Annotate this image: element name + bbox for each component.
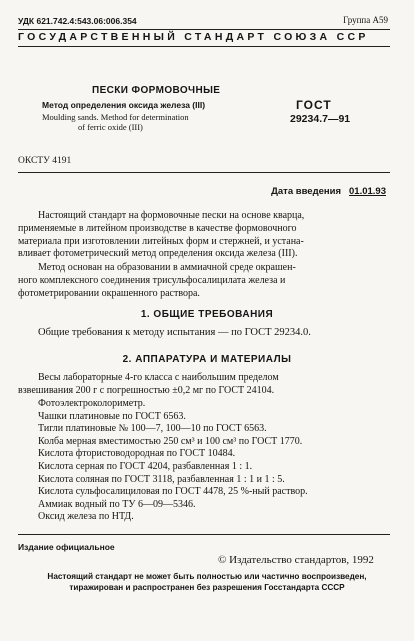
udk-code: УДК 621.742.4:543.06:006.354 — [18, 16, 137, 26]
equipment-list — [38, 398, 308, 524]
gost-label: ГОСТ — [296, 98, 332, 112]
footer-rule — [18, 534, 390, 535]
section-1-text: Общие требования к методу испытания — по ГОСТ 29234.0. — [38, 327, 311, 338]
equipment-item: Кислота сульфосалициловая по ГОСТ 4478, 25 %-ный раствор. — [38, 486, 308, 498]
copyright-notice: © Издательство стандартов, 1992 — [218, 554, 374, 566]
equipment-item: Кислота соляная по ГОСТ 3118, разбавленная 1 : 1 и 1 : 5. — [38, 473, 285, 485]
equipment-item: Тигли платиновые № 100—7, 100—10 по ГОСТ 6563. — [38, 423, 267, 435]
equipment-item: Фотоэлектроколориметр. — [38, 398, 146, 409]
section-1-heading: 1. ОБЩИЕ ТРЕБОВАНИЯ — [140, 309, 274, 320]
official-edition-label: Издание официальное — [18, 542, 115, 552]
reproduction-notice-line-1: Настоящий стандарт не может быть полностью или частично воспроизведен, — [47, 572, 367, 581]
scales-paragraph — [18, 372, 390, 398]
equipment-item: Оксид железа по НТД. — [38, 511, 134, 523]
group-code: Группа А59 — [343, 15, 388, 25]
intro-paragraph-2 — [18, 262, 390, 300]
intro-date-label: Дата введения — [271, 186, 342, 197]
reproduction-notice-line-2: тиражирован и распространен без разрешения Госстандарта СССР — [69, 583, 345, 592]
intro-paragraph-1-line: материала при изготовлении литейных форм и стержней, и устана- — [18, 235, 304, 247]
scales-line: Весы лабораторные 4-го класса с наибольшим пределом — [38, 372, 279, 383]
intro-paragraph-2-line: ного комплексного соединения трисульфосалицилата железа и — [18, 274, 286, 286]
scales-line: взвешивания 200 г с погрешностью ±0,2 мг по ГОСТ 24104. — [18, 384, 275, 396]
english-title-line-1: Moulding sands. Method for determination — [42, 112, 189, 122]
intro-paragraph-2-line: фотометрировании окрашенного раствора. — [18, 287, 200, 299]
intro-paragraph-1-line: вливает фотометрический метод определения оксида железа (III). — [18, 248, 298, 260]
intro-paragraph-2-line: Метод основан на образовании в аммиачной среде окрашен- — [38, 262, 296, 273]
intro-paragraph-1-line: Настоящий стандарт на формовочные пески на основе кварца, — [38, 210, 305, 221]
equipment-item: Чашки платиновые по ГОСТ 6563. — [38, 410, 186, 422]
intro-date — [271, 186, 386, 197]
okstu-code: ОКСТУ 4191 — [18, 156, 72, 166]
intro-date-value: 01.01.93 — [349, 186, 386, 197]
document-subtitle: Метод определения оксида железа (III) — [42, 100, 206, 110]
okstu-rule — [18, 172, 390, 173]
intro-paragraph-1 — [18, 210, 390, 261]
gost-number: 29234.7—91 — [290, 113, 351, 125]
state-standard-banner: ГОСУДАРСТВЕННЫЙ СТАНДАРТ СОЮЗА ССР — [18, 31, 369, 43]
header-bottom-rule — [18, 46, 390, 47]
equipment-item: Аммиак водный по ТУ 6—09—5346. — [38, 498, 196, 510]
section-2-heading: 2. АППАРАТУРА И МАТЕРИАЛЫ — [122, 354, 292, 365]
equipment-item: Колба мерная вместимостью 250 см³ и 100 см³ по ГОСТ 1770. — [38, 435, 303, 447]
english-title-line-2: of ferric oxide (III) — [78, 122, 143, 132]
reproduction-notice — [0, 571, 414, 593]
intro-paragraph-1-line: применяемые в литейном производстве в качестве формовочного — [18, 222, 297, 234]
header-top-rule — [18, 29, 390, 30]
document-title: ПЕСКИ ФОРМОВОЧНЫЕ — [92, 85, 221, 96]
equipment-item: Кислота фтористоводородная по ГОСТ 10484. — [38, 448, 236, 460]
equipment-item: Кислота серная по ГОСТ 4204, разбавленная 1 : 1. — [38, 460, 253, 472]
